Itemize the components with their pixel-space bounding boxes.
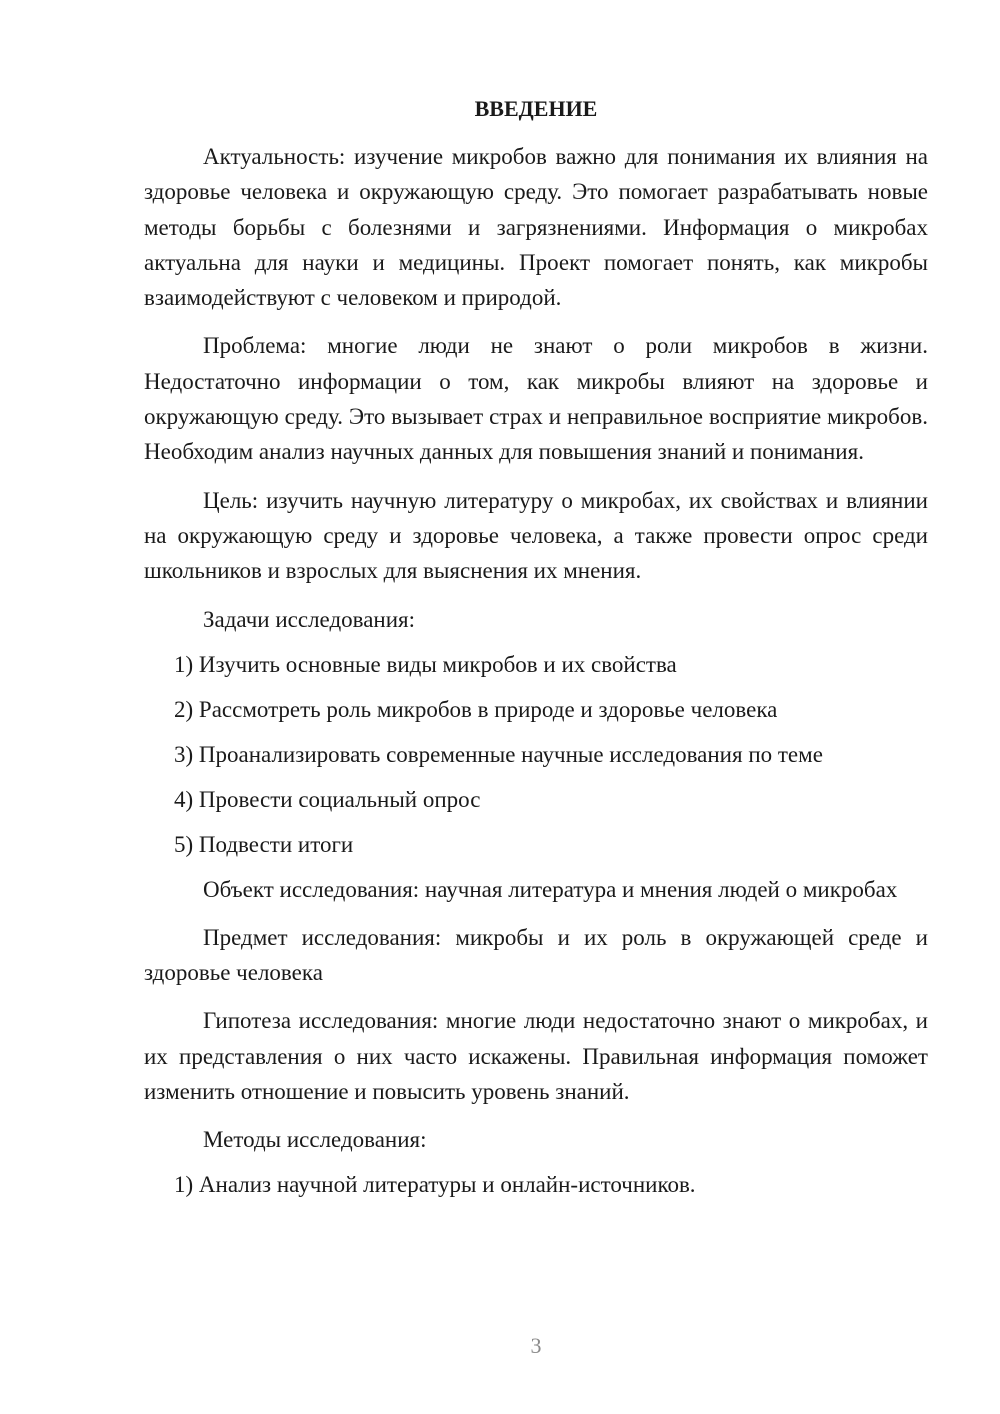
relevance-paragraph: Актуальность: изучение микробов важно для понимания их влияния на здоровье человека и окружающую среду. Это помогает разрабатывать новые методы борьбы с болезнями и загрязнениями. Информация о микробах актуальна для науки и медицины. Проект помогает понять, как микробы взаимодействуют с человеком и природой.: [144, 144, 928, 311]
section-title: ВВЕДЕНИЕ: [474, 96, 598, 121]
methods-heading: Методы исследования:: [203, 1127, 427, 1153]
page-number: 3: [530, 1333, 542, 1358]
document-page: [144, 92, 928, 1212]
tasks-heading: Задачи исследования:: [203, 606, 416, 632]
problem-paragraph: Проблема: многие люди не знают о роли микробов в жизни. Недостаточно информации о том, как микробы влияют на здоровье и окружающую среду. Это вызывает страх и неправильное восприятие микробов. Необходим анализ научных данных для повышения знаний и понимания.: [144, 333, 928, 465]
task-item: 2) Рассмотреть роль микробов в природе и здоровье человека: [174, 696, 778, 722]
subject-paragraph: Предмет исследования: микробы и их роль в окружающей среде и здоровье человека: [144, 924, 928, 986]
task-item: 5) Подвести итоги: [174, 831, 354, 857]
object-paragraph: Объект исследования: научная литература и мнения людей о микробах: [203, 876, 898, 902]
hypothesis-paragraph: Гипотеза исследования: многие люди недостаточно знают о микробах, и их представления о них часто искажены. Правильная информация поможет изменить отношение и повысить уровень знаний.: [144, 1008, 928, 1105]
task-item: 3) Проанализировать современные научные исследования по теме: [174, 741, 823, 767]
goal-paragraph: Цель: изучить научную литературу о микробах, их свойствах и влиянии на окружающую среду и здоровье человека, а также провести опрос среди школьников и взрослых для выяснения их мнения.: [144, 487, 928, 584]
method-item: 1) Анализ научной литературы и онлайн-источников.: [174, 1172, 696, 1198]
task-item: 1) Изучить основные виды микробов и их свойства: [174, 651, 677, 677]
task-item: 4) Провести социальный опрос: [174, 786, 481, 812]
